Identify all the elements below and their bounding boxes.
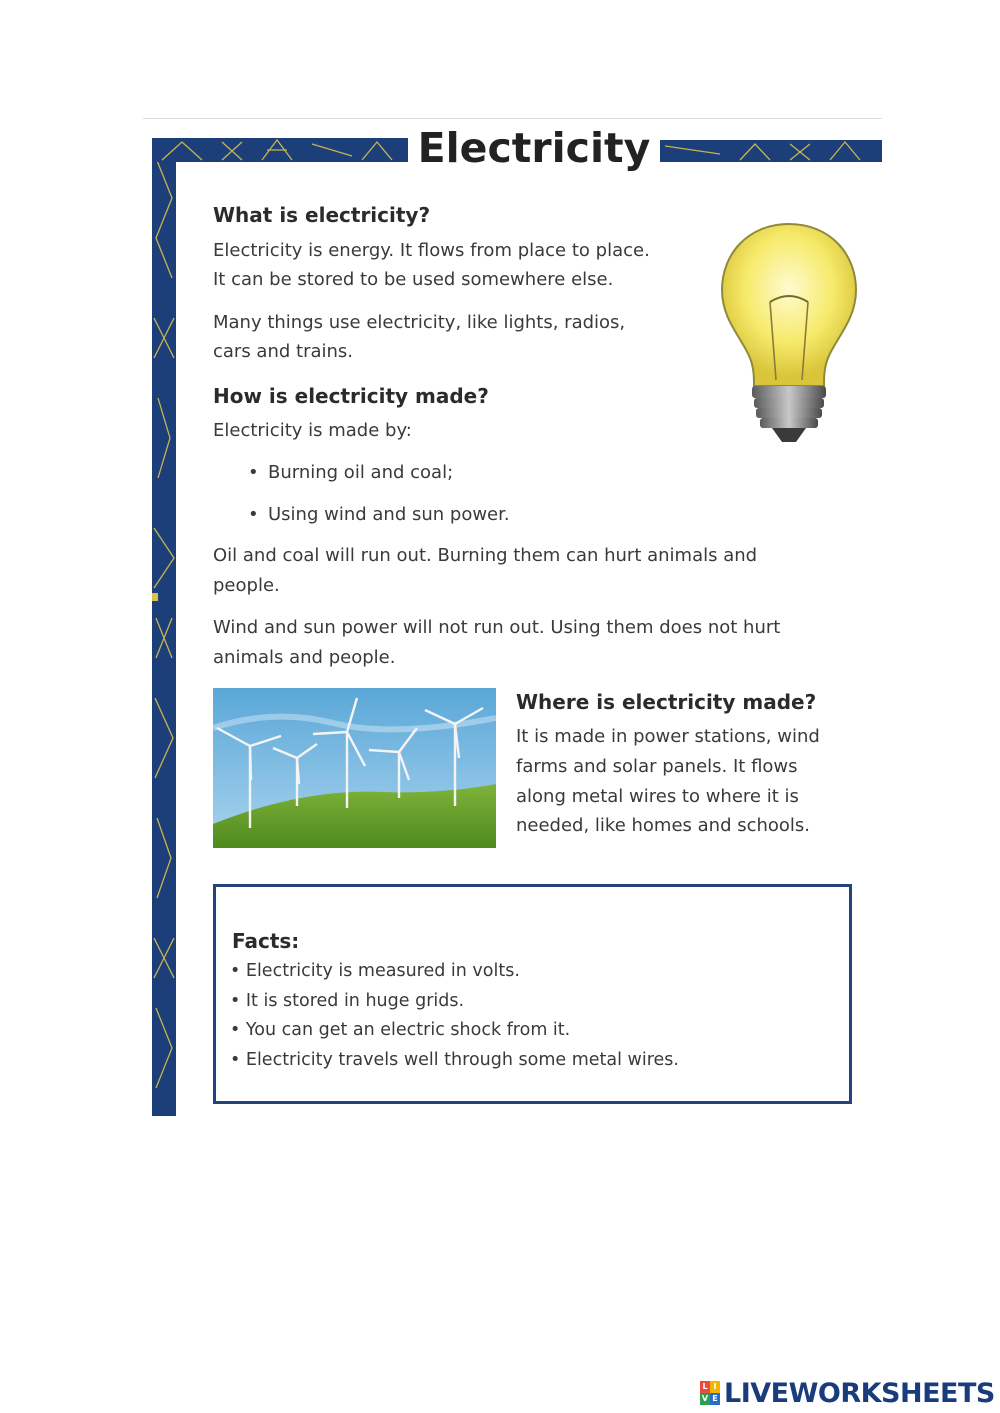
facts-title: Facts: [232,929,300,953]
how-bullet-2: • Using wind and sun power. [248,504,510,525]
where-line2: farms and solar panels. It flows [516,756,798,777]
heading-where-is-electricity-made: Where is electricity made? [516,690,817,714]
heading-how-is-electricity-made: How is electricity made? [213,384,489,408]
page-title: Electricity [417,124,651,172]
top-right-decorative-border [660,140,882,162]
liveworksheets-text: LIVEWORKSHEETS [724,1377,995,1409]
fact-item: • You can get an electric shock from it. [230,1020,571,1040]
facts-list [230,957,679,1075]
where-line4: needed, like homes and schools. [516,815,811,836]
where-line3: along metal wires to where it is [516,786,799,807]
how-para1-line1: Oil and coal will run out. Burning them can hurt animals and [213,545,758,566]
heading-what-is-electricity: What is electricity? [213,203,431,227]
what-para2-line1: Many things use electricity, like lights, radios, [213,312,626,333]
fact-item: • It is stored in huge grids. [230,990,465,1011]
left-decorative-border [152,138,176,1116]
how-bullet-1: • Burning oil and coal; [248,462,454,483]
how-intro: Electricity is made by: [213,420,412,441]
where-line1: It is made in power stations, wind [516,726,820,747]
how-para2-line2: animals and people. [213,647,396,668]
liveworksheets-logo [700,1378,995,1408]
light-bulb-icon [718,220,860,446]
how-para1-line2: people. [213,575,280,596]
facts-box [213,884,852,1104]
liveworksheets-badge-icon: L I V E [700,1381,720,1405]
wind-turbines-image [213,688,496,848]
fact-item: • Electricity travels well through some metal wires. [230,1049,679,1070]
what-para1-line1: Electricity is energy. It flows from place to place. [213,240,650,261]
what-para1-line2: It can be stored to be used somewhere else. [213,269,614,290]
how-para2-line1: Wind and sun power will not run out. Using them does not hurt [213,617,781,638]
what-para2-line2: cars and trains. [213,341,354,362]
top-left-decorative-border [152,138,408,162]
fact-item: • Electricity is measured in volts. [230,961,520,981]
